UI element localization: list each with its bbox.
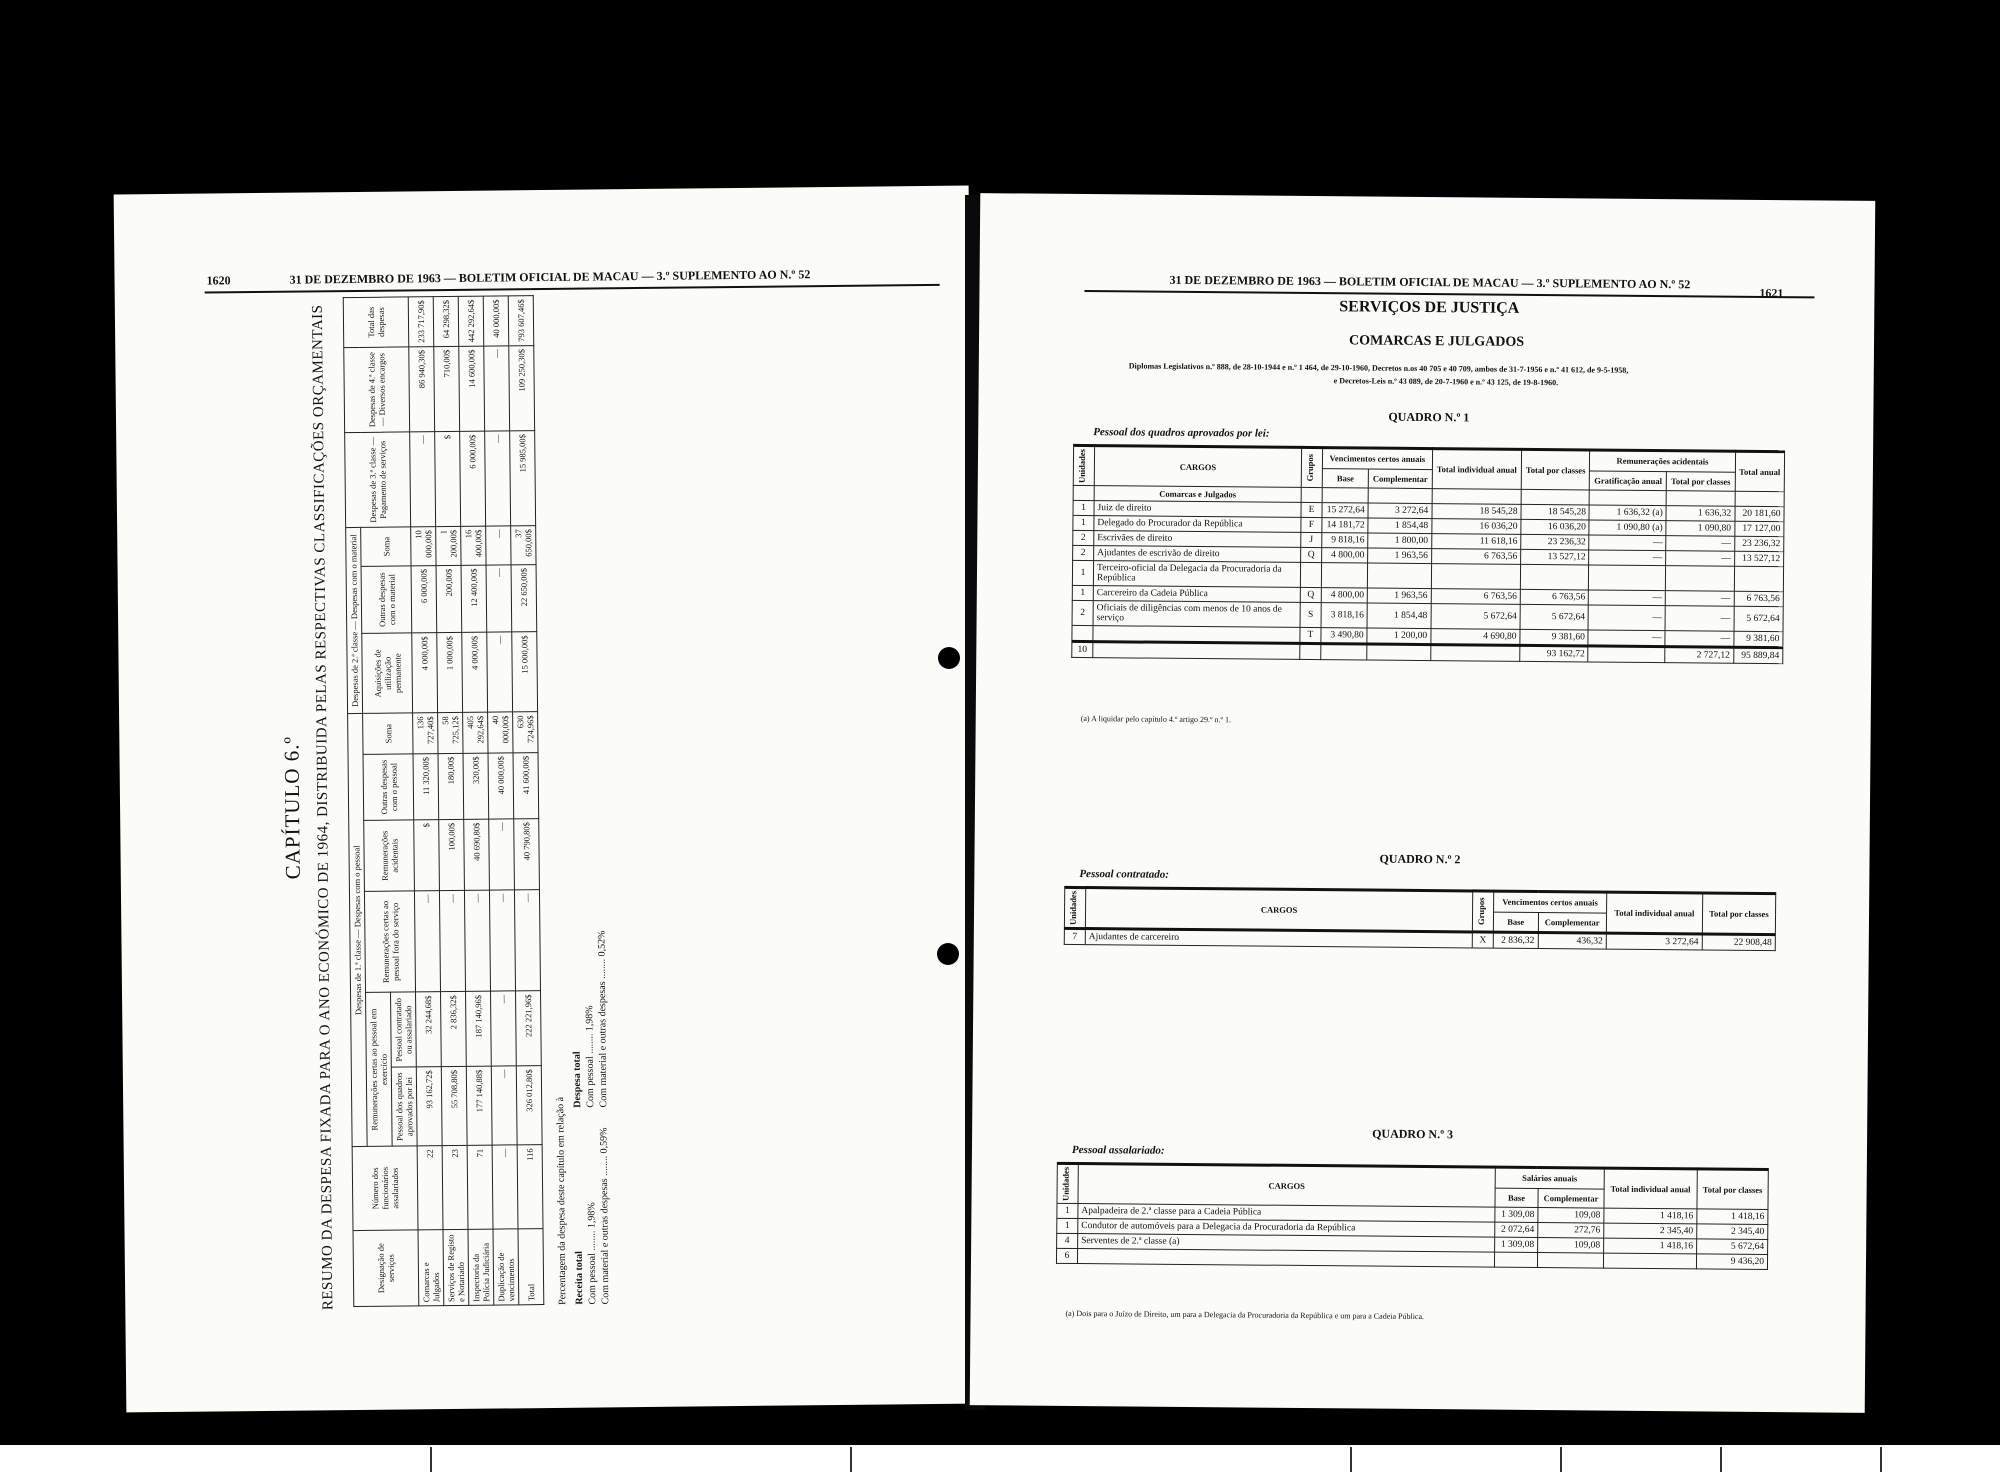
- q3-total: 9 436,20: [1696, 1254, 1767, 1270]
- q1-row: 1 Carcereiro da Cadeia Pública Q 4 800,00 1 963,56 6 763,56 6 763,56 — — 6 763,56: [1072, 585, 1783, 606]
- chapter-title: CAPÍTULO 6.º: [279, 735, 305, 880]
- left-running-header: 31 DE DEZEMBRO DE 1963 — BOLETIM OFICIAL DE MACAU — 3.º SUPLEMENTO AO N.º 52: [289, 267, 811, 287]
- q1-h-vencimentos: Vencimentos certos anuais: [1322, 448, 1432, 470]
- col-soma2: Soma: [361, 527, 411, 566]
- q1-total-classes: 93 162,72: [1520, 645, 1588, 662]
- col-designacao: Designação de serviços: [353, 1230, 419, 1307]
- summary-row: Serviços de Registo e Notariado 23 55 708,80$ 2 836,32$ — 100,00$ 180,00$ 58 725,12$ 1 000,00$ 200,00$ 1 200,00$ $ 710,00$ 64 298,32$: [433, 296, 469, 1305]
- quadro1-table: [1071, 444, 1785, 664]
- q1-h-total-classes2: Total por classes: [1666, 471, 1735, 491]
- q2-h-base: Base: [1493, 912, 1538, 933]
- q1-total-remun: 2 727,12: [1665, 647, 1733, 664]
- q2-h-vencimentos: Vencimentos certos anuais: [1494, 891, 1607, 912]
- summary-rotated-block: [275, 282, 846, 1328]
- receita-line: Com material e outras despesas ........ 0,59%: [598, 1127, 612, 1305]
- q1-h-gratificacao: Gratificação anual: [1590, 471, 1667, 491]
- right-page: [970, 193, 1876, 1413]
- quadro3-caption: Pessoal assalariado:: [1071, 1143, 1165, 1157]
- right-page-number: 1621: [1759, 285, 1784, 301]
- legislation-line1: Diplomas Legislativos n.º 888, de 28-10-1944 e n.º 1 464, de 29-10-1960, Decretos n.os 40 705 e 40 709, ambos de 31-7-1956 e n.º 41 612, de 9-5-1958,: [1128, 361, 1629, 375]
- punch-hole: [937, 943, 959, 965]
- quadro1-caption: Pessoal dos quadros aprovados por lei:: [1093, 426, 1270, 440]
- col-remun-acidentais: Remunerações acidentais: [364, 820, 415, 892]
- q3-row: 1 Condutor de automóveis para a Delegacia da Procuradoria da República 2 072,64 272,76 2 345,40 2 345,40: [1057, 1218, 1768, 1239]
- q3-row: 1 Apalpadeira de 2.ª classe para a Cadeia Pública 1 309,08 109,08 1 418,16 1 418,16: [1057, 1203, 1768, 1224]
- q2-h-unidades: Unidades: [1067, 890, 1079, 926]
- col-total: Total das despesas: [343, 297, 409, 347]
- q3-total-units: 6: [1056, 1248, 1077, 1263]
- left-page-number: 1620: [206, 273, 231, 288]
- summary-row: Duplicação de vencimentos — — — — — 40 000,00$ 40 000,00$ — — — — — 40 000,00$: [483, 296, 519, 1305]
- percentage-label: Percentagem da despesa deste capítulo em relação à: [555, 1096, 569, 1305]
- q1-h-total-anual: Total anual: [1735, 451, 1785, 491]
- col-quarta: Despesas de 4.ª classe — Diversos encargos: [344, 347, 410, 433]
- group-first-class: Despesas de 1.ª classe — Despesas com o pessoal: [348, 714, 368, 1147]
- subtitle: COMARCAS E JULGADOS: [1348, 333, 1525, 350]
- summary-total-row: Total 116 326 012,80$ 222 221,96$ — 40 790,80$ 41 600,00$ 630 724,96$ 15 000,00$ 22 650,00$ 37 650,00$ 15 985,00$ 109 250,30$ 793 607,46$: [508, 296, 544, 1305]
- quadro2-caption: Pessoal contratado:: [1079, 868, 1169, 881]
- q1-total-units: 10: [1072, 641, 1093, 657]
- summary-table: [343, 295, 545, 1307]
- q3-h-total-individual: Total individual anual: [1604, 1168, 1697, 1209]
- q1-h-cargos: CARGOS: [1094, 446, 1301, 488]
- summary-row: Comarcas e Julgados 22 93 162,72$ 32 244,68$ — $ 11 320,00$ 136 727,40$ 4 000,00$ 6 000,00$ 10 000,00$ — 86 940,30$ 233 717,90$: [408, 297, 444, 1306]
- q1-row: 1 Terceiro-oficial da Delegacia da Procuradoria da República: [1072, 560, 1783, 591]
- q3-h-unidades: Unidades: [1060, 1166, 1071, 1201]
- receita-line: Com pessoal ........ 1,98%: [586, 1202, 599, 1305]
- q1-row: 1 Juiz de direito E 15 272,64 3 272,64 18 545,28 18 545,28 1 636,32 (a) 1 636,32 20 181,60: [1073, 500, 1784, 521]
- q1-row: 1 Delegado do Procurador da República F 14 181,72 1 854,48 16 036,20 16 036,20 1 090,80 (a) 1 090,80 17 127,00: [1073, 515, 1784, 536]
- legislation-line2: e Decretos-Leis n.º 43 089, de 20-7-1960 e n.º 43 125, de 19-8-1960.: [1333, 376, 1559, 388]
- col-numero: Número dos funcionários assalariados: [352, 1146, 418, 1230]
- q1-h-base: Base: [1322, 468, 1368, 488]
- quadro1-note: (a) A liquidar pelo capítulo 4.º artigo 29.º n.º 1.: [1080, 714, 1232, 725]
- quadro3-note: (a) Dois para o Juízo de Direito, um para a Delegacia da Procuradoria da República e um para a Cadeia Pública.: [1065, 1308, 1425, 1322]
- q1-h-complementar: Complementar: [1368, 469, 1432, 489]
- despesa-line: Com material e outras despesas ........ 0,52%: [596, 930, 610, 1108]
- q2-h-cargos: CARGOS: [1085, 888, 1472, 932]
- right-header-rule: [1084, 290, 1814, 298]
- q1-total-anual: 95 889,84: [1733, 647, 1783, 663]
- q3-h-total-classes: Total por classes: [1697, 1169, 1768, 1210]
- bottom-scan-strip: [0, 1445, 2000, 1472]
- receita-label: Receita total: [573, 1251, 586, 1305]
- q2-h-total-individual: Total individual anual: [1606, 892, 1702, 934]
- col-terceira: Despesas de 3.ª classe — Pagamento de serviços: [345, 432, 411, 528]
- q1-h-remuneracoes: Remunerações acidentais: [1590, 450, 1735, 472]
- col-pessoal-quadros: Pessoal dos quadros aprovados por lei: [391, 1067, 417, 1146]
- q1-row: T 3 490,80 1 200,00 4 690,80 9 381,60 — — 9 381,60: [1072, 625, 1783, 647]
- left-page: [114, 186, 982, 1413]
- q3-h-salarios: Salários anuais: [1495, 1167, 1604, 1189]
- q1-row: 2 Escrivães de direito J 9 818,16 1 800,00 11 618,16 23 236,32 — — 23 236,32: [1073, 530, 1784, 551]
- q3-h-complementar: Complementar: [1538, 1188, 1604, 1208]
- quadro2-title: QUADRO N.º 2: [1379, 851, 1461, 867]
- summary-row: Inspectoria da Polícia Judiciária 71 177 140,88$ 187 140,96$ — 40 690,80$ 320,00$ 405 292,64$ 4 000,00$ 12 400,00$ 16 400,00$ 6 000,00$ 14 600,00$ 442 292,64$: [458, 296, 494, 1305]
- despesa-label: Despesa total: [571, 1051, 584, 1108]
- col-outras-material: Outras despesas com o material: [361, 566, 412, 634]
- col-pessoal-contratado: Pessoal contratado ou assalariado: [391, 992, 417, 1067]
- group-second-class: Despesas de 2.ª classe — Despesas com o material: [346, 527, 363, 713]
- q3-h-base: Base: [1495, 1188, 1538, 1208]
- q1-h-unidades: Unidades: [1076, 448, 1088, 484]
- q1-h-total-classes: Total por classes: [1521, 449, 1590, 490]
- q1-group-label: Comarcas e Julgados: [1094, 486, 1301, 503]
- q3-row: 4 Serventes de 2.ª classe (a) 1 309,08 109,08 1 418,16 5 672,64: [1057, 1233, 1768, 1254]
- q1-row: 2 Oficiais de diligências com menos de 10 anos de serviço S 3 818,16 1 854,48 5 672,64 5 672,64 — — 5 672,64: [1072, 600, 1783, 631]
- col-outras-pessoal: Outras despesas com o pessoal: [363, 754, 414, 821]
- q2-h-complementar: Complementar: [1538, 912, 1607, 933]
- col-soma1: Soma: [363, 713, 413, 754]
- right-running-header: 31 DE DEZEMBRO DE 1963 — BOLETIM OFICIAL DE MACAU — 3.º SUPLEMENTO AO N.º 52: [1169, 272, 1691, 292]
- q1-h-total-individual: Total individual anual: [1432, 449, 1522, 490]
- percentage-block: [546, 284, 613, 1305]
- group-remuneracoes-certas: Remunerações certas ao pessoal em exercício: [366, 992, 393, 1146]
- q1-h-grupos: Grupos: [1304, 454, 1316, 482]
- q2-h-total-classes: Total por classes: [1702, 893, 1776, 935]
- summary-title: RESUMO DA DESPESA FIXADA PARA O ANO ECONÓMICO DE 1964, DISTRIBUIDA PELAS RESPECTIVAS CLASSIFICAÇÕES ORÇAMENTAIS: [309, 304, 337, 1311]
- q3-h-cargos: CARGOS: [1078, 1164, 1495, 1208]
- section-title: SERVIÇOS DE JUSTIÇA: [1339, 298, 1520, 317]
- q2-row: 7 Ajudantes de carcereiro X 2 836,32 436,32 3 272,64 22 908,48: [1064, 928, 1775, 950]
- col-remun-fora: Remunerações certas ao pessoal fora do serviço: [364, 891, 415, 993]
- quadro2-table: [1064, 886, 1776, 951]
- q1-row: 2 Ajudantes de escrivão de direito Q 4 800,00 1 963,56 6 763,56 13 527,12 — — 13 527,12: [1073, 545, 1784, 566]
- punch-hole: [938, 647, 960, 669]
- quadro1-title: QUADRO N.º 1: [1388, 409, 1470, 425]
- quadro3-table: [1056, 1162, 1769, 1270]
- despesa-line: Com pessoal ........ 1,98%: [584, 1005, 597, 1108]
- col-aquisicoes: Aquisições de utilização permanente: [362, 633, 413, 714]
- q2-h-grupos: Grupos: [1475, 897, 1487, 926]
- quadro3-title: QUADRO N.º 3: [1372, 1126, 1454, 1142]
